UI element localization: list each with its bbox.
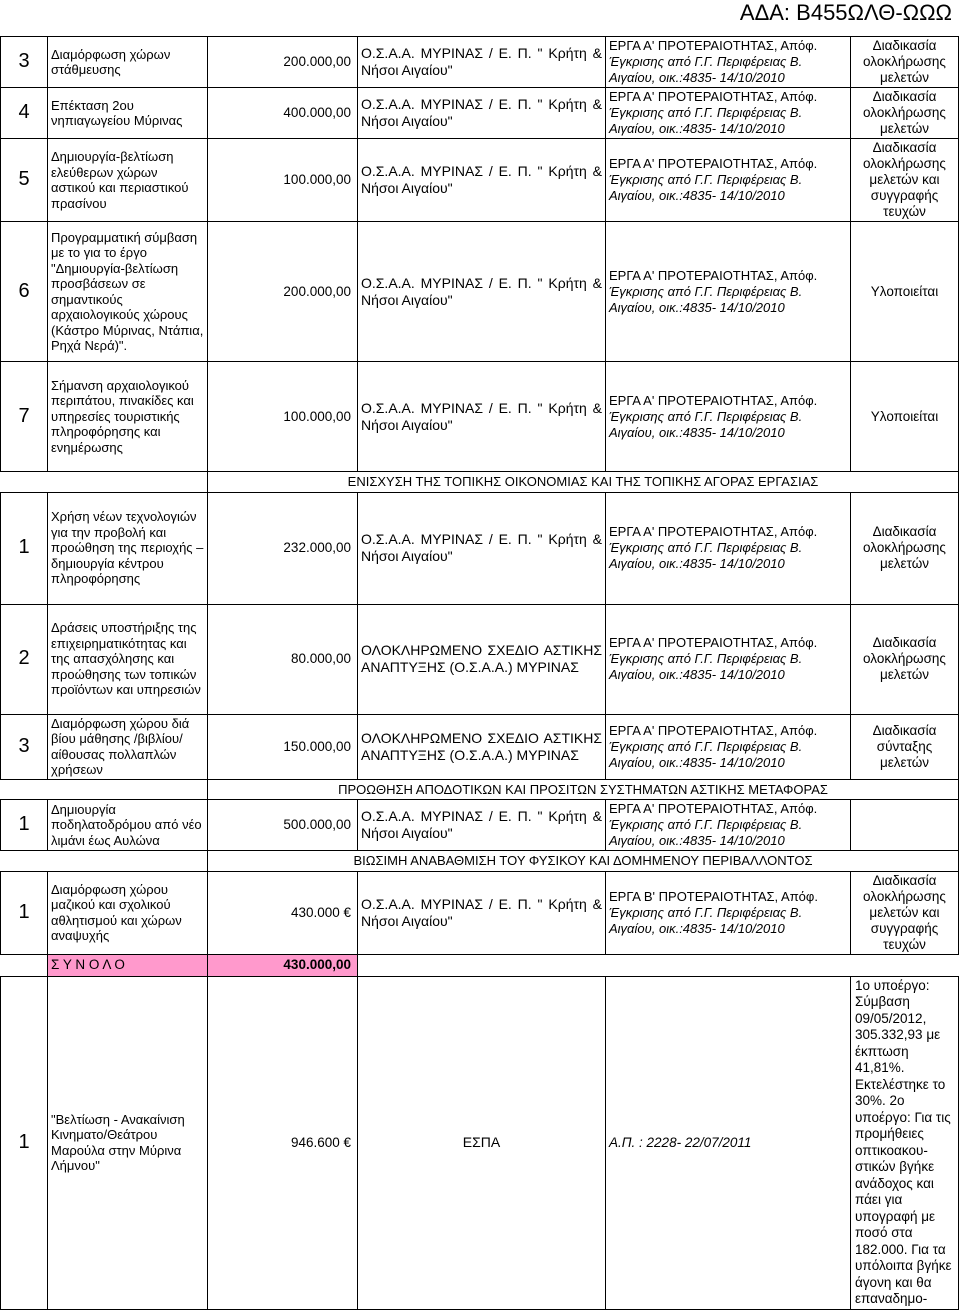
row-number: 1	[1, 492, 48, 604]
source-approval: Έγκρισης από Γ.Γ. Περιφέρειας Β. Αιγαίου, οικ.:4835- 14/10/2010	[609, 738, 803, 770]
total-spacer	[1, 954, 48, 976]
section-row	[1, 472, 959, 493]
project-agency: Ο.Σ.Α.Α. ΜΥΡΙΝΑΣ / Ε. Π. " Κρήτη & Νήσοι Αιγαίου"	[358, 362, 606, 472]
table-row	[1, 492, 959, 604]
section-heading: ΒΙΩΣΙΜΗ ΑΝΑΒΑΘΜΙΣΗ ΤΟΥ ΦΥΣΙΚΟΥ ΚΑΙ ΔΟΜΗΜΕΝΟΥ ΠΕΡΙΒΑΛΛΟΝΤΟΣ	[208, 851, 959, 872]
source-category: ΕΡΓΑ Α' ΠΡΟΤΕΡΑΙΟΤΗΤΑΣ, Απόφ.	[609, 635, 818, 650]
project-agency: Ο.Σ.Α.Α. ΜΥΡΙΝΑΣ / Ε. Π. " Κρήτη & Νήσοι Αιγαίου"	[358, 871, 606, 954]
project-amount: 80.000,00	[208, 604, 358, 714]
row-number: 6	[1, 222, 48, 362]
source-category: ΕΡΓΑ Α' ΠΡΟΤΕΡΑΙΟΤΗΤΑΣ, Απόφ.	[609, 524, 818, 539]
row-number: 5	[1, 139, 48, 222]
project-title: "Βελτίωση - Ανακαίνιση Κινηματο/Θεάτρου Μαρούλα στην Μύρινα Λήμνου"	[48, 976, 208, 1309]
project-source	[606, 871, 851, 954]
project-source	[606, 88, 851, 139]
project-agency: Ο.Σ.Α.Α. ΜΥΡΙΝΑΣ / Ε. Π. " Κρήτη & Νήσοι Αιγαίου"	[358, 800, 606, 851]
source-category: ΕΡΓΑ Α' ΠΡΟΤΕΡΑΙΟΤΗΤΑΣ, Απόφ.	[609, 89, 818, 104]
project-source	[606, 604, 851, 714]
source-approval: Έγκρισης από Γ.Γ. Περιφέρειας Β. Αιγαίου, οικ.:4835- 14/10/2010	[609, 283, 803, 315]
section-spacer	[1, 851, 48, 872]
project-agency: ΟΛΟΚΛΗΡΩΜΕΝΟ ΣΧΕΔΙΟ ΑΣΤΙΚΗΣ ΑΝΑΠΤΥΞΗΣ (Ο.Σ.Α.Α.) ΜΥΡΙΝΑΣ	[358, 604, 606, 714]
table-row	[1, 800, 959, 851]
total-amount: 430.000,00	[208, 954, 358, 976]
table-row	[1, 976, 959, 1309]
section-spacer	[1, 779, 48, 800]
row-number: 7	[1, 362, 48, 472]
source-approval: Έγκρισης από Γ.Γ. Περιφέρειας Β. Αιγαίου, οικ.:4835- 14/10/2010	[609, 651, 803, 682]
row-number: 1	[1, 871, 48, 954]
source-approval: Έγκρισης από Γ.Γ. Περιφέρειας Β. Αιγαίου, οικ.:4835- 14/10/2010	[609, 540, 803, 571]
project-source	[606, 362, 851, 472]
project-status: Υλοποιείται	[851, 362, 959, 472]
project-source	[606, 714, 851, 779]
project-status: Διαδικασία ολοκλήρωσης μελετών και συγγραφής τευχών	[851, 871, 959, 954]
project-status: Διαδικασία ολοκλήρωσης μελετών	[851, 604, 959, 714]
project-title: Διαμόρφωση χώρου διά βίου μάθησης /βιβλίου/αίθουσας πολλαπλών χρήσεων	[48, 714, 208, 779]
project-title: Χρήση νέων τεχνολογιών για την προβολή και προώθηση της περιοχής – δημιουργία κέντρου πληροφόρησης	[48, 492, 208, 604]
project-title: Δράσεις υποστήριξης της επιχειρηματικότητας και της απασχόλησης και προώθησης των τοπικών προϊόντων και υπηρεσιών	[48, 604, 208, 714]
project-status: Διαδικασία ολοκλήρωσης μελετών	[851, 88, 959, 139]
table-row	[1, 362, 959, 472]
source-category: ΕΡΓΑ Α' ΠΡΟΤΕΡΑΙΟΤΗΤΑΣ, Απόφ.	[609, 267, 818, 283]
source-approval: Έγκρισης από Γ.Γ. Περιφέρειας Β. Αιγαίου, οικ.:4835- 14/10/2010	[609, 817, 803, 848]
project-amount: 200.000,00	[208, 37, 358, 88]
project-source	[606, 492, 851, 604]
table-row	[1, 714, 959, 779]
project-title: Διαμόρφωση χώρων στάθμευσης	[48, 37, 208, 88]
project-amount: 200.000,00	[208, 222, 358, 362]
project-amount: 100.000,00	[208, 362, 358, 472]
table-row	[1, 88, 959, 139]
project-status: Διαδικασία ολοκλήρωσης μελετών	[851, 37, 959, 88]
section-row	[1, 851, 959, 872]
source-approval: Έγκρισης από Γ.Γ. Περιφέρειας Β. Αιγαίου, οικ.:4835- 14/10/2010	[609, 408, 803, 440]
project-title: Επέκταση 2ου νηπιαγωγείου Μύρινας	[48, 88, 208, 139]
table-row	[1, 139, 959, 222]
row-number: 2	[1, 604, 48, 714]
source-approval: Έγκρισης από Γ.Γ. Περιφέρειας Β. Αιγαίου, οικ.:4835- 14/10/2010	[609, 54, 803, 85]
row-number: 1	[1, 800, 48, 851]
project-title: Σήμανση αρχαιολογικού περιπάτου, πινακίδες και υπηρεσίες τουριστικής πληροφόρησης και ενημέρωσης	[48, 362, 208, 472]
project-title: Προγραμματική σύμβαση με το για το έργο "Δημιουργία-βελτίωση προσβάσεων σε σημαντικούς αρχαιολογικούς χώρους (Κάστρο Μύρινας, Ντάπια, Ρηχά Νερά)".	[48, 222, 208, 362]
source-approval: Έγκρισης από Γ.Γ. Περιφέρειας Β. Αιγαίου, οικ.:4835- 14/10/2010	[609, 172, 803, 203]
project-agency: Ο.Σ.Α.Α. ΜΥΡΙΝΑΣ / Ε. Π. " Κρήτη & Νήσοι Αιγαίου"	[358, 139, 606, 222]
project-status: Διαδικασία ολοκλήρωσης μελετών	[851, 492, 959, 604]
table-row	[1, 871, 959, 954]
section-heading: ΠΡΟΩΘΗΣΗ ΑΠΟΔΟΤΙΚΩΝ ΚΑΙ ΠΡΟΣΙΤΩΝ ΣΥΣΤΗΜΑΤΩΝ ΑΣΤΙΚΗΣ ΜΕΤΑΦΟΡΑΣ	[208, 779, 959, 800]
project-agency: Ο.Σ.Α.Α. ΜΥΡΙΝΑΣ / Ε. Π. " Κρήτη & Νήσοι Αιγαίου"	[358, 37, 606, 88]
project-agency: Ο.Σ.Α.Α. ΜΥΡΙΝΑΣ / Ε. Π. " Κρήτη & Νήσοι Αιγαίου"	[358, 222, 606, 362]
section-heading: ΕΝΙΣΧΥΣΗ ΤΗΣ ΤΟΠΙΚΗΣ ΟΙΚΟΝΟΜΙΑΣ ΚΑΙ ΤΗΣ ΤΟΠΙΚΗΣ ΑΓΟΡΑΣ ΕΡΓΑΣΙΑΣ	[208, 472, 959, 493]
source-category: ΕΡΓΑ Α' ΠΡΟΤΕΡΑΙΟΤΗΤΑΣ, Απόφ.	[609, 156, 818, 171]
project-amount: 430.000 €	[208, 871, 358, 954]
project-status: Διαδικασία ολοκλήρωσης μελετών και συγγραφής τευχών	[851, 139, 959, 222]
table-row	[1, 604, 959, 714]
table-row	[1, 37, 959, 88]
total-row	[1, 954, 959, 976]
project-source	[606, 222, 851, 362]
project-status: Υλοποιείται	[851, 222, 959, 362]
project-agency: ΟΛΟΚΛΗΡΩΜΕΝΟ ΣΧΕΔΙΟ ΑΣΤΙΚΗΣ ΑΝΑΠΤΥΞΗΣ (Ο.Σ.Α.Α.) ΜΥΡΙΝΑΣ	[358, 714, 606, 779]
project-status: Διαδικασία σύνταξης μελετών	[851, 714, 959, 779]
total-spacer	[358, 954, 959, 976]
section-spacer	[48, 472, 208, 493]
project-amount: 400.000,00	[208, 88, 358, 139]
project-agency: Ο.Σ.Α.Α. ΜΥΡΙΝΑΣ / Ε. Π. " Κρήτη & Νήσοι Αιγαίου"	[358, 88, 606, 139]
row-number: 3	[1, 714, 48, 779]
project-agency: ΕΣΠΑ	[358, 976, 606, 1309]
project-source	[606, 800, 851, 851]
source-category: ΕΡΓΑ Α' ΠΡΟΤΕΡΑΙΟΤΗΤΑΣ, Απόφ.	[609, 801, 818, 816]
project-source	[606, 37, 851, 88]
source-category: ΕΡΓΑ Α' ΠΡΟΤΕΡΑΙΟΤΗΤΑΣ, Απόφ.	[609, 38, 818, 53]
row-number: 4	[1, 88, 48, 139]
project-title: Δημιουργία ποδηλατοδρόμου από νέο λιμάνι έως Αυλώνα	[48, 800, 208, 851]
project-amount: 500.000,00	[208, 800, 358, 851]
source-approval: Έγκρισης από Γ.Γ. Περιφέρειας Β. Αιγαίου, οικ.:4835- 14/10/2010	[609, 105, 803, 136]
project-title: Διαμόρφωση χώρου μαζικού και σχολικού αθλητισμού και χώρων αναψυχής	[48, 871, 208, 954]
project-status	[851, 800, 959, 851]
source-approval: Έγκρισης από Γ.Γ. Περιφέρειας Β. Αιγαίου, οικ.:4835- 14/10/2010	[609, 904, 803, 936]
section-spacer	[48, 851, 208, 872]
project-agency: Ο.Σ.Α.Α. ΜΥΡΙΝΑΣ / Ε. Π. " Κρήτη & Νήσοι Αιγαίου"	[358, 492, 606, 604]
source-category: ΕΡΓΑ Α' ΠΡΟΤΕΡΑΙΟΤΗΤΑΣ, Απόφ.	[609, 722, 818, 738]
project-amount: 150.000,00	[208, 714, 358, 779]
project-amount: 946.600 €	[208, 976, 358, 1309]
table-row	[1, 222, 959, 362]
ada-code: ΑΔΑ: Β455ΩΛΘ-ΩΩΩ	[739, 0, 952, 25]
section-spacer	[48, 779, 208, 800]
project-remark: 1ο υποέργο: Σύμβαση 09/05/2012, 305.332,93 με έκπτωση 41,81%. Εκτελέστηκε το 30%. 2ο υποέργο: Για τις προμήθειες οπτικοακου-στικών βγήκε ανάδοχος και πάει για υπογραφή με ποσό στα 182.000. Για τα υπόλοιπα βγήκε άγονη και θα επαναδημο-	[851, 976, 959, 1309]
project-amount: 232.000,00	[208, 492, 358, 604]
projects-table	[0, 36, 959, 1310]
project-title: Δημιουργία-βελτίωση ελεύθερων χώρων αστικού και περιαστικού πρασίνου	[48, 139, 208, 222]
project-source: Α.Π. : 2228- 22/07/2011	[606, 976, 851, 1309]
row-number: 1	[1, 976, 48, 1309]
row-number: 3	[1, 37, 48, 88]
source-category: ΕΡΓΑ Α' ΠΡΟΤΕΡΑΙΟΤΗΤΑΣ, Απόφ.	[609, 392, 818, 408]
project-source	[606, 139, 851, 222]
source-category: ΕΡΓΑ Β' ΠΡΟΤΕΡΑΙΟΤΗΤΑΣ, Απόφ.	[609, 888, 818, 904]
project-amount: 100.000,00	[208, 139, 358, 222]
section-row	[1, 779, 959, 800]
total-label: Σ Υ Ν Ο Λ Ο	[48, 954, 208, 976]
section-spacer	[1, 472, 48, 493]
